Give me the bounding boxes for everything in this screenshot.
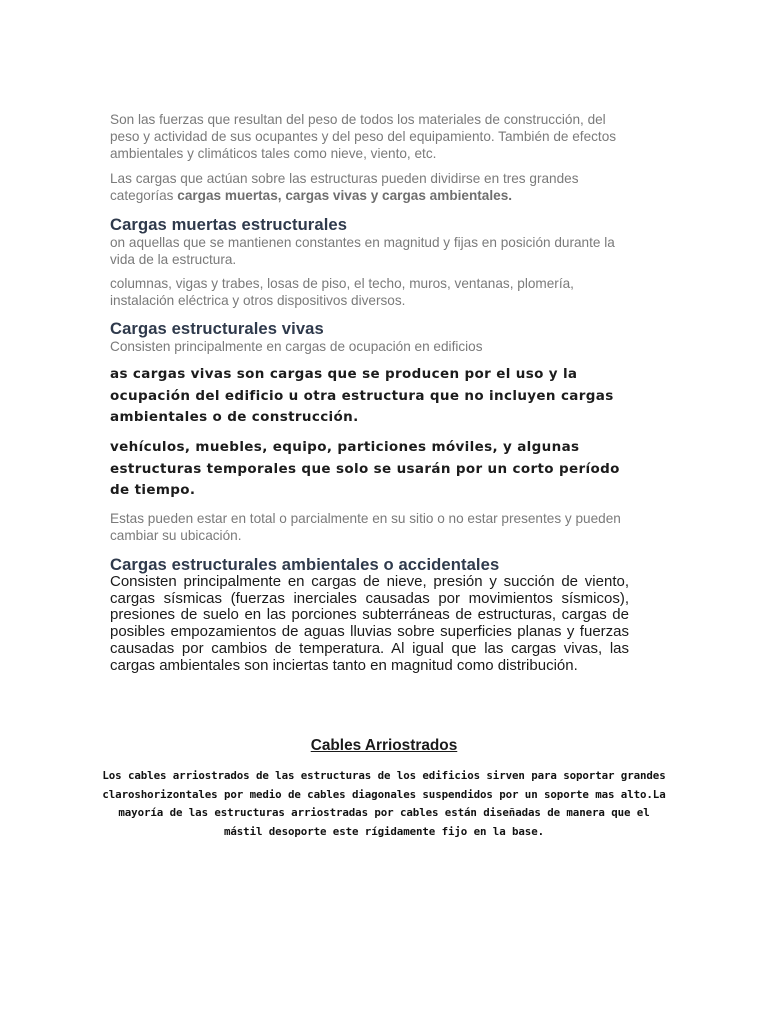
vivas-paragraph-3-block [110,437,630,502]
intro-paragraph-1: Son las fuerzas que resultan del peso de todos los materiales de construcción, del peso y actividad de sus ocupantes y del peso del equipamiento. También de efectos ambientales y climáticos tales como nieve, viento, etc. [110,112,617,161]
vivas-paragraph-1: Consisten principalmente en cargas de ocupación en edificios [110,339,483,354]
intro-paragraph-2-bold: cargas muertas, cargas vivas y cargas ambientales. [177,188,513,203]
heading-cargas-vivas: Cargas estructurales vivas [110,319,324,338]
cables-arriostrados-body: Los cables arriostrados de las estructuras de los edificios sirven para soportar grandes claroshorizontales por medio de cables diagonales suspendidos por un soporte mas alto.La mayoría de las estructuras arriostradas por cables están diseñadas de manera que el mástil desoporte este rígidamente fijo en la base. [102,769,666,838]
heading-cargas-muertas: Cargas muertas estructurales [110,215,348,234]
muertas-paragraph-2: columnas, vigas y trabes, losas de piso, el techo, muros, ventanas, plomería, instalación eléctrica y otros dispositivos diversos. [110,276,574,308]
intro-paragraph-1-block [110,111,630,162]
vivas-paragraph-4: Estas pueden estar en total o parcialmente en su sitio o no estar presentes y pueden cambiar su ubicación. [110,511,621,543]
vivas-paragraph-4-block [110,510,630,544]
intro-paragraph-2-block [110,170,630,204]
vivas-paragraph-2-block [110,364,630,429]
muertas-paragraph-2-block [110,275,630,309]
intro-paragraph-2-text: Las cargas que actúan sobre las estructuras pueden dividirse en tres grandes categorías [110,171,579,203]
section-muertas [110,215,630,268]
section-vivas [110,319,630,355]
section-ambientales [110,555,630,674]
intro-paragraph-2 [110,170,630,204]
cables-arriostrados-title: Cables Arriostrados [310,737,458,754]
muertas-paragraph-1: on aquellas que se mantienen constantes en magnitud y fijas en posición durante la vida de la estructura. [110,235,615,267]
ambientales-paragraph-1: Consisten principalmente en cargas de nieve, presión y succión de viento, cargas sísmicas (fuerzas inerciales causadas por movimientos sísmicos), presiones de suelo en las porciones subterráneas de estructuras, cargas de posibles empozamientos de aguas lluvias sobre superficies planas y fuerzas causadas por cambios de temperatura. Al igual que las cargas vivas, las cargas ambientales son inciertas tanto en magnitud como distribución. [110,573,629,674]
vivas-paragraph-3: vehículos, muebles, equipo, particiones móviles, y algunas estructuras temporales que solo se usarán por un corto período de tiempo. [110,439,620,498]
vivas-paragraph-2: as cargas vivas son cargas que se producen por el uso y la ocupación del edificio u otra estructura que no incluyen cargas ambientales o de construcción. [110,366,614,425]
heading-cargas-ambientales: Cargas estructurales ambientales o accidentales [110,555,500,574]
